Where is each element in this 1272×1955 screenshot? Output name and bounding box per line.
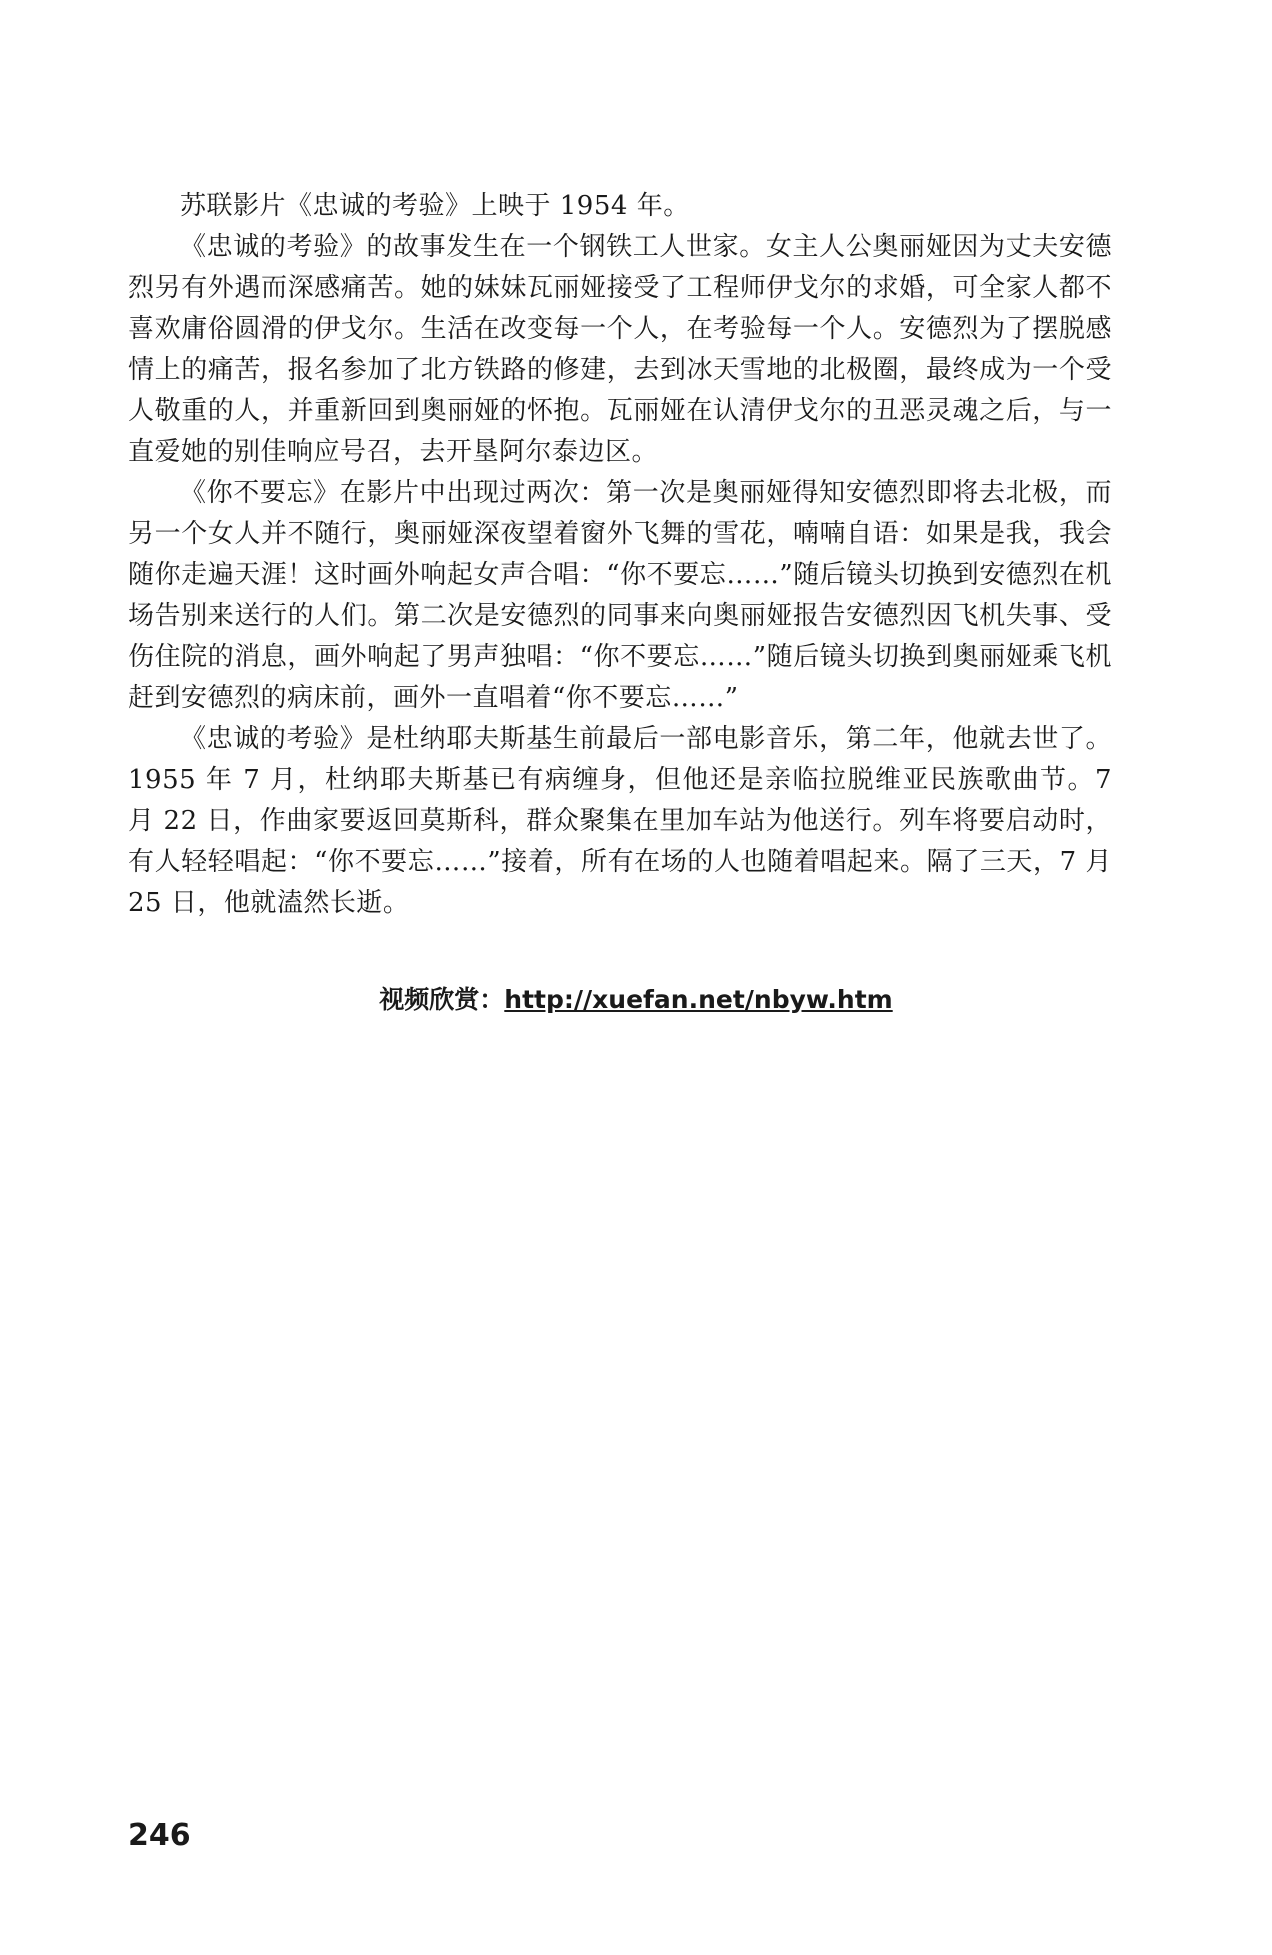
video-link[interactable]: http://xuefan.net/nbyw.htm: [504, 985, 893, 1014]
paragraph-song: 《你不要忘》在影片中出现过两次：第一次是奥丽娅得知安德烈即将去北极，而另一个女人并不随行，奥丽娅深夜望着窗外飞舞的雪花，喃喃自语：如果是我，我会随你走遍天涯！这时画外响起女声合唱：“你不要忘……”随后镜头切换到安德烈在机场告别来送行的人们。第二次是安德烈的同事来向奥丽娅报告安德烈因飞机失事、受伤住院的消息，画外响起了男声独唱：“你不要忘……”随后镜头切换到奥丽娅乘飞机赶到安德烈的病床前，画外一直唱着“你不要忘……”: [128, 478, 1112, 713]
paragraph-intro: 苏联影片《忠诚的考验》上映于 1954 年。: [180, 191, 690, 221]
video-line: [0, 980, 1272, 1016]
page-number: 246: [128, 1818, 191, 1853]
paragraph-composer: 《忠诚的考验》是杜纳耶夫斯基生前最后一部电影音乐，第二年，他就去世了。1955 年 7 月，杜纳耶夫斯基已有病缠身，但他还是亲临拉脱维亚民族歌曲节。7 月 22 日，作曲家要返回莫斯科，群众聚集在里加车站为他送行。列车将要启动时，有人轻轻唱起：“你不要忘……”接着，所有在场的人也随着唱起来。隔了三天，7 月 25 日，他就溘然长逝。: [128, 724, 1112, 918]
paragraph-story: 《忠诚的考验》的故事发生在一个钢铁工人世家。女主人公奥丽娅因为丈夫安德烈另有外遇而深感痛苦。她的妹妹瓦丽娅接受了工程师伊戈尔的求婚，可全家人都不喜欢庸俗圆滑的伊戈尔。生活在改变每一个人，在考验每一个人。安德烈为了摆脱感情上的痛苦，报名参加了北方铁路的修建，去到冰天雪地的北极圈，最终成为一个受人敬重的人，并重新回到奥丽娅的怀抱。瓦丽娅在认清伊戈尔的丑恶灵魂之后，与一直爱她的别佳响应号召，去开垦阿尔泰边区。: [128, 232, 1112, 467]
page-body: [128, 186, 1112, 924]
video-label: 视频欣赏：: [379, 985, 505, 1014]
